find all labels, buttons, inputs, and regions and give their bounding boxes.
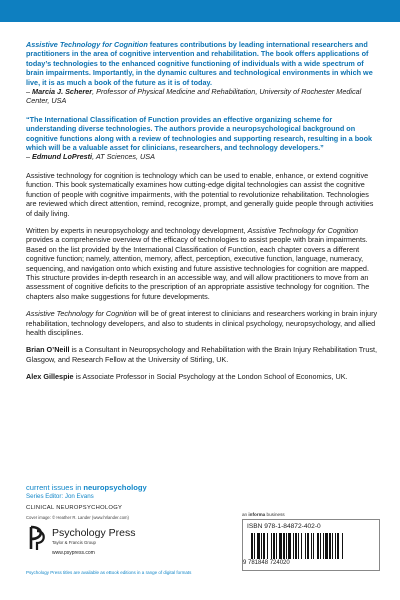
endorser-name: Marcia J. Scherer: [32, 87, 93, 97]
series-block: [26, 483, 147, 500]
endorsement-quote-1: Assistive Technology for Cognition features contributions by leading international researchers and practitioners in the area of cognitive intervention and rehabilitation. The book offers applications of today’s technologies to the enhanced cognitive functioning of individuals with a wide spectrum of brain impairments. Importantly, in the dynamic cultures and technological environments in which we live, it is as much a book of the future as it is of today.: [26, 40, 373, 87]
endorsement-attribution-2: – Edmund LoPresti, AT Sciences, USA: [26, 152, 155, 162]
top-color-band: [0, 0, 400, 22]
cover-text: [26, 40, 378, 390]
publisher-name: Psychology Press: [52, 527, 136, 539]
publisher-url: www.psypress.com: [52, 550, 95, 556]
barcode-digits: 9 781848 724020: [243, 560, 290, 566]
barcode-icon: [247, 533, 375, 561]
imprint-label: CLINICAL NEUROPSYCHOLOGY: [26, 505, 123, 511]
cover-image-credit: Cover image: © Heather R. Lander (www.hrlander.com): [26, 515, 129, 520]
publisher-group: Taylor & Francis Group: [52, 540, 96, 545]
author-bio-1: Brian O’Neill is a Consultant in Neuropsychology and Rehabilitation with the Brain Injury Rehabilitation Trust, Glasgow, and Research Fellow at the University of Stirling, UK.: [26, 345, 378, 364]
series-editor: Series Editor: Jon Evans: [26, 493, 94, 500]
description-paragraph-1: Assistive technology for cognition is technology which can be used to enable, enhance, or extend cognitive function. This book systematically examines how cutting-edge digital technologies can assist the cognitive function of people with cognitive impairments, with the potential to revolutionize rehabilitation. Technologies are reviewed which direct attention, remind, recognize, prompt, and generally guide people through activities of daily living.: [26, 170, 374, 218]
endorser-name: Edmund LoPresti: [32, 152, 93, 162]
isbn-number: ISBN 978-1-84872-402-0: [247, 523, 321, 530]
informa-tag: an informa business: [242, 512, 285, 517]
author-bio-2: Alex Gillespie is Associate Professor in Social Psychology at the London School of Economics, UK.: [26, 372, 348, 382]
description-paragraph-3: Assistive Technology for Cognition will be of great interest to clinicians and researchers working in brain injury rehabilitation, technology developers, and also to students in clinical psychology, neuropsychology, and allied health disciplines.: [26, 309, 378, 337]
description-paragraph-2: Written by experts in neuropsychology and technology development, Assistive Technology for Cognition provides a comprehensive overview of the efficacy of technologies to assist people with brain impairments. Based on the list provided by the International Classification of Function, each chapter covers a different cognitive function; namely, attention, memory, affect, perception, executive function, language, numeracy, sequencing, and navigation onto which existing and future assistive technologies for cognition are mapped. This structure provides in-depth research in an accessible way, and will allow practitioners to move from an assessment of cognitive deficits to the prescription of an appropriate assistive technology for cognition. The chapters also make suggestions for future developments.: [26, 225, 370, 301]
psychology-press-logo-icon: [26, 525, 48, 551]
ebook-note: Psychology Press titles are available as eBook editions in a range of digital formats: [26, 570, 192, 575]
endorsement-quote-2: “The International Classification of Function provides an effective organizing scheme for understanding diverse technologies. The authors provide a neuropsychological background on cognitive functions along with a review of technologies and supporting research, resulting in a book which will be a valuable asset for clinicians, researchers, and technology developers.”: [26, 114, 373, 153]
book-title: Assistive Technology for Cognition: [26, 40, 148, 49]
series-title: current issues in neuropsychology: [26, 483, 147, 492]
endorsement-attribution-1: – Marcia J. Scherer, Professor of Physical Medicine and Rehabilitation, University of Rochester Medical Center, USA: [26, 87, 362, 106]
publisher-logo: [26, 525, 176, 565]
isbn-barcode: [242, 519, 380, 571]
